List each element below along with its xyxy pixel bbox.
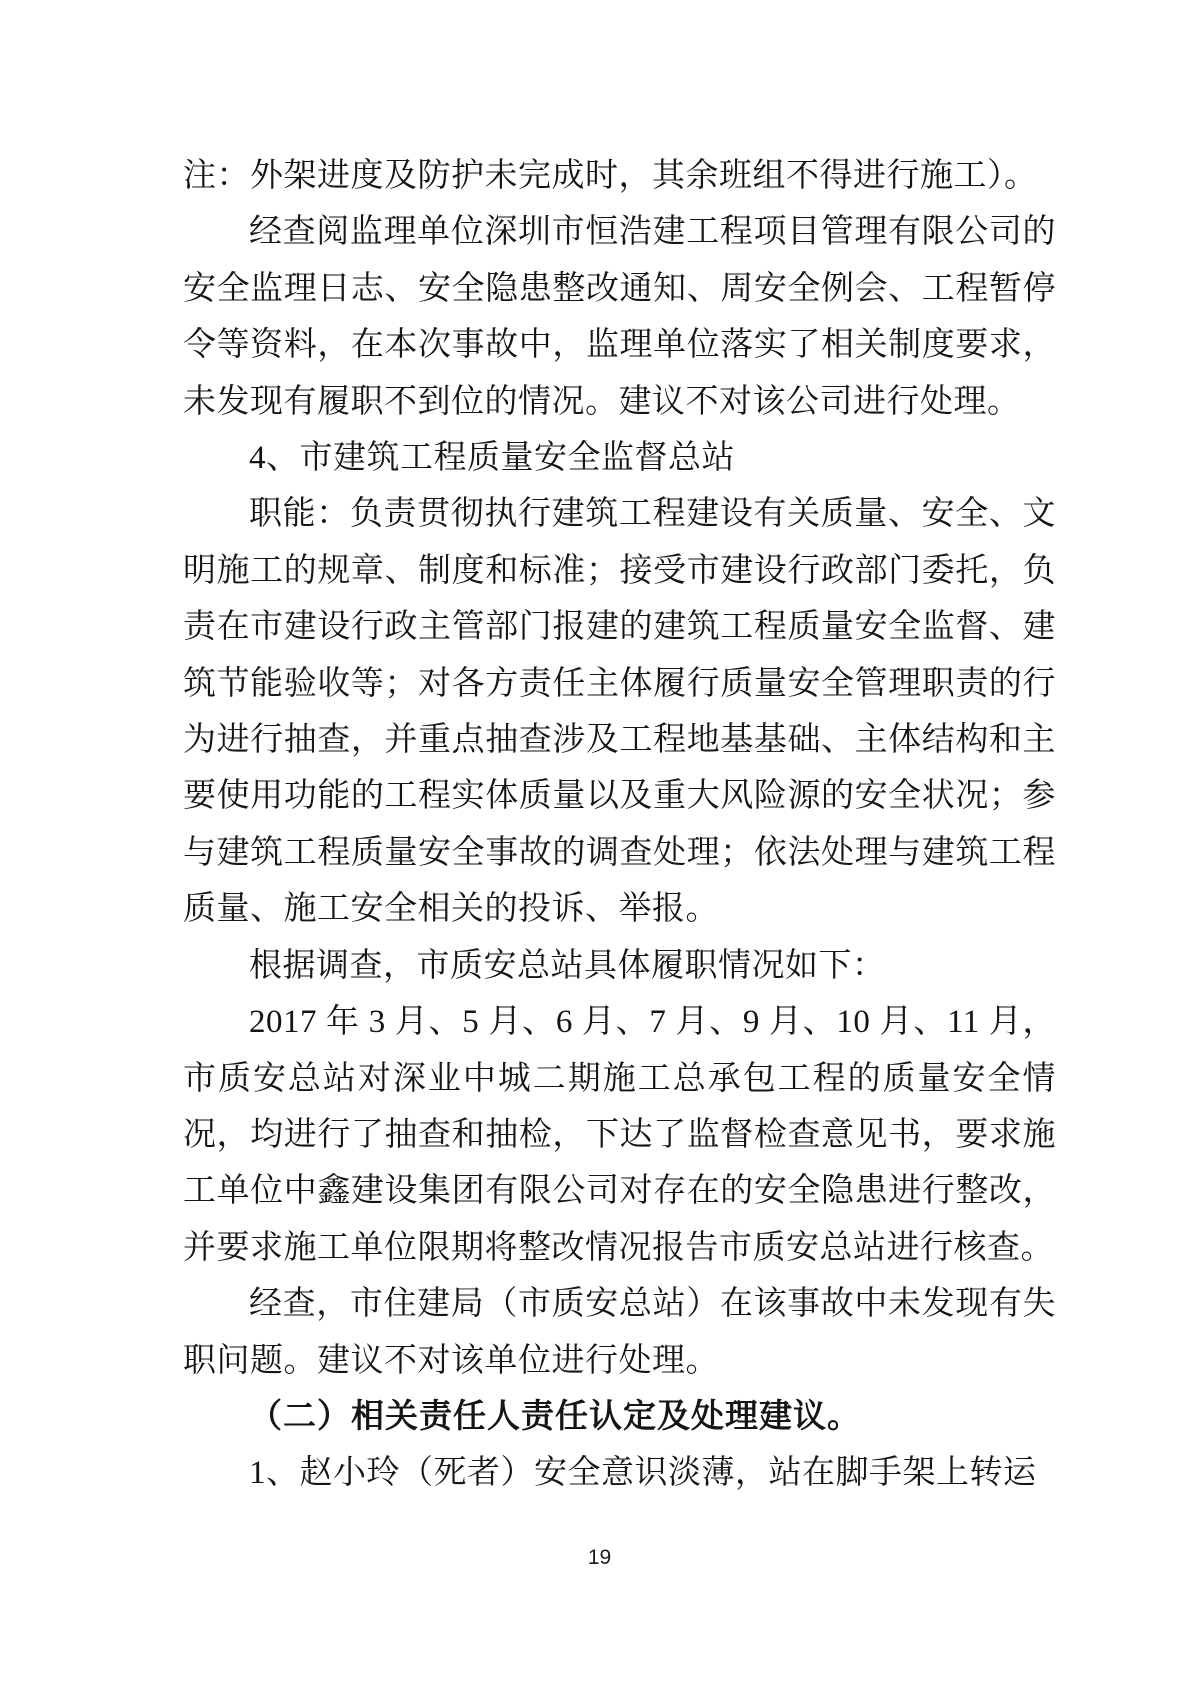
page-number: 19 [587, 1546, 612, 1569]
paragraph: 经查，市住建局（市质安总站）在该事故中未发现有失职问题。建议不对该单位进行处理。 [183, 1286, 1056, 1379]
paragraph: 2017 年 3 月、5 月、6 月、7 月、9 月、10 月、11 月，市质安总站对深业中城二期施工总承包工程的质量安全情况，均进行了抽查和抽检，下达了监督检查意见书，要求施工单位中鑫建设集团有限公司对存在的安全隐患进行整改，并要求施工单位限期将整改情况报告市质安总站进行核查。 [183, 1004, 1056, 1266]
paragraph: 职能：负责贯彻执行建筑工程建设有关质量、安全、文明施工的规章、制度和标准；接受市建设行政部门委托，负责在市建设行政主管部门报建的建筑工程质量安全监督、建筑节能验收等；对各方责任主体履行质量安全管理职责的行为进行抽查，并重点抽查涉及工程地基基础、主体结构和主要使用功能的工程实体质量以及重大风险源的安全状况；参与建筑工程质量安全事故的调查处理；依法处理与建筑工程质量、施工安全相关的投诉、举报。 [183, 496, 1056, 928]
section-heading: （二）相关责任人责任认定及处理建议。 [249, 1398, 861, 1435]
paragraph: 1、赵小玲（死者）安全意识淡薄，站在脚手架上转运 [249, 1455, 1037, 1492]
document-body [183, 148, 1056, 1502]
paragraph: 注：外架进度及防护未完成时，其余班组不得进行施工）。 [183, 158, 1038, 194]
paragraph: 经查阅监理单位深圳市恒浩建工程项目管理有限公司的安全监理日志、安全隐患整改通知、周安全例会、工程暂停令等资料，在本次事故中，监理单位落实了相关制度要求，未发现有履职不到位的情况。建议不对该公司进行处理。 [183, 214, 1056, 420]
paragraph: 4、市建筑工程质量安全监督总站 [249, 440, 735, 477]
paragraph: 根据调查，市质安总站具体履职情况如下： [249, 947, 886, 984]
